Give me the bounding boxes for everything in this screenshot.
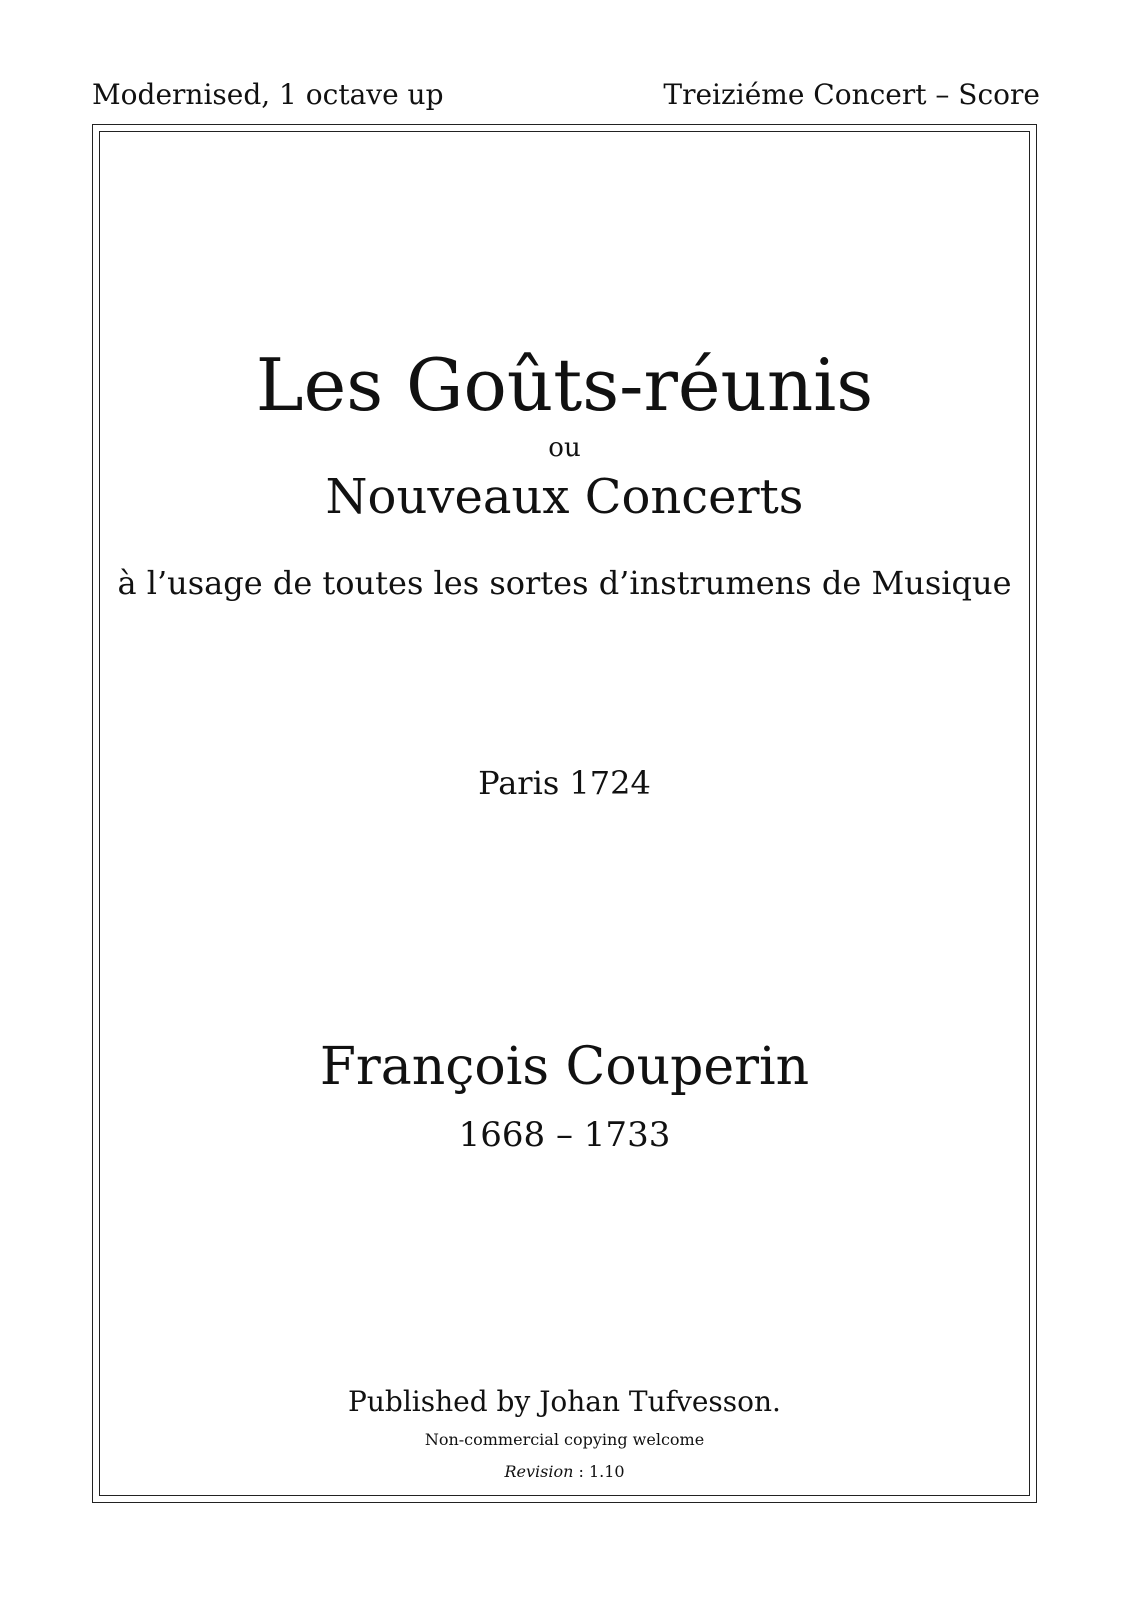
place-and-year: Paris 1724 xyxy=(478,764,651,802)
copying-note: Non-commercial copying welcome xyxy=(424,1430,705,1449)
revision-line xyxy=(99,1461,1030,1483)
revision-number: 1.10 xyxy=(588,1462,625,1481)
usage-line: à l’usage de toutes les sortes d’instrumens de Musique xyxy=(117,564,1012,602)
subtitle: Nouveaux Concerts xyxy=(325,469,804,525)
main-title: Les Goûts-réunis xyxy=(255,343,874,427)
composer-name: François Couperin xyxy=(319,1037,810,1097)
inner-border-frame xyxy=(99,131,1030,1496)
revision-label: Revision xyxy=(504,1462,574,1481)
publisher-line: Published by Johan Tufvesson. xyxy=(348,1385,781,1418)
header-left-note: Modernised, 1 octave up xyxy=(92,78,444,111)
revision-separator: : xyxy=(573,1462,589,1481)
title-connector: ou xyxy=(548,433,581,463)
composer-dates: 1668 – 1733 xyxy=(458,1115,671,1155)
header-right-title: Treiziéme Concert – Score xyxy=(663,78,1040,111)
